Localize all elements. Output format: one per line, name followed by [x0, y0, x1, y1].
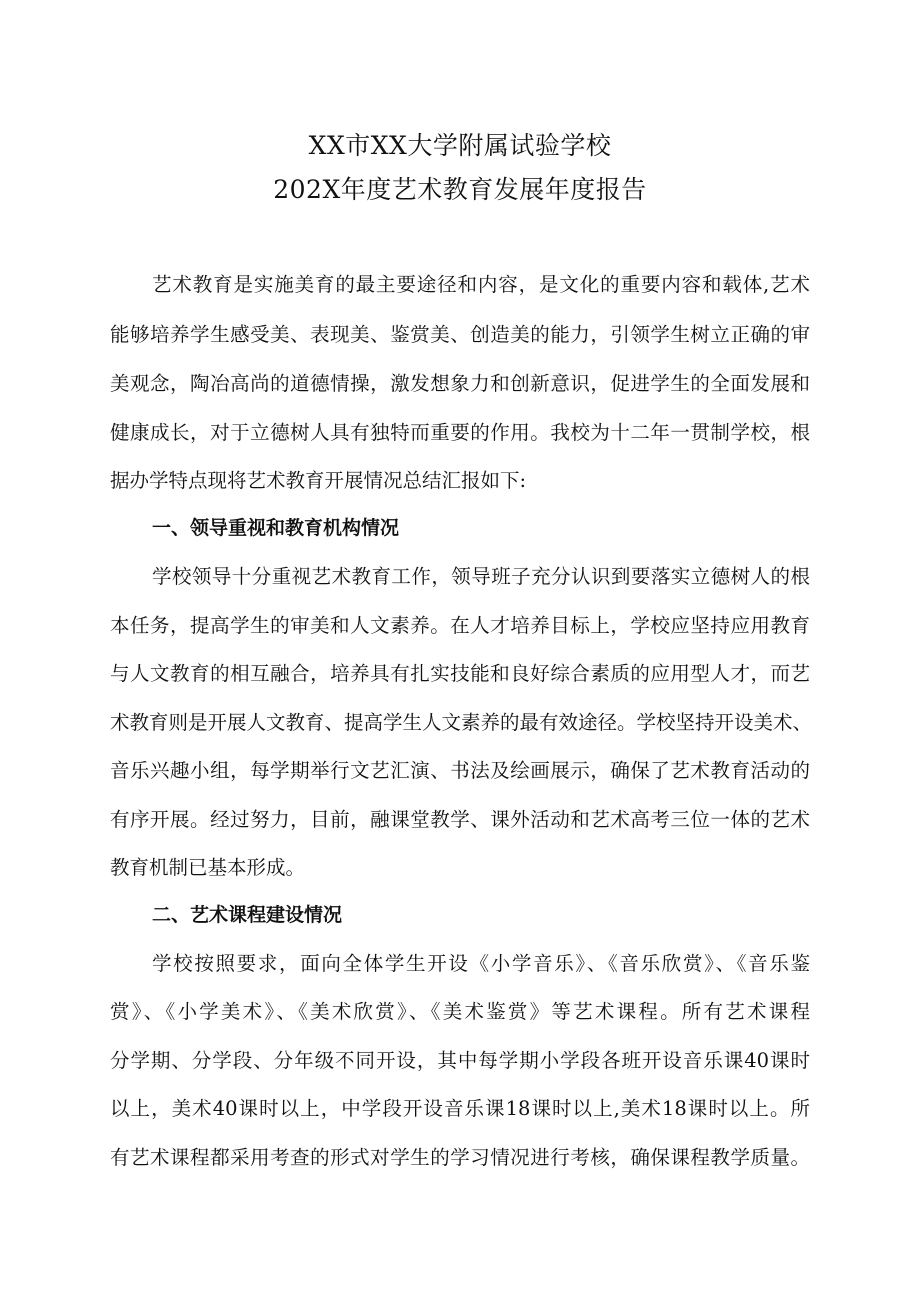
section-1-heading: 一、领导重视和教育机构情况: [152, 517, 400, 539]
section-2-line: 有艺术课程都采用考查的形式对学生的学习情况进行考核，确保课程教学质量。: [110, 1146, 810, 1169]
section-1-line: 有序开展。经过努力，目前，融课堂教学、课外活动和艺术高考三位一体的艺术: [110, 808, 810, 831]
intro-line: 艺术教育是实施美育的最主要途径和内容，是文化的重要内容和载体,艺术: [152, 273, 810, 296]
section-2-line: 以上，美术40课时以上，中学段开设音乐课18课时以上,美术18课时以上。所: [110, 1097, 810, 1120]
section-2-line: 学校按照要求，面向全体学生开设《小学音乐》、《音乐欣赏》、《音乐鉴: [152, 952, 810, 975]
section-2-heading: 二、艺术课程建设情况: [152, 904, 343, 926]
section-1-line: 与人文教育的相互融合，培养具有扎实技能和良好综合素质的应用型人才，而艺: [110, 662, 810, 685]
section-1-line: 音乐兴趣小组，每学期举行文艺汇演、书法及绘画展示，确保了艺术教育活动的: [110, 759, 810, 782]
section-1-line: 教育机制已基本形成。: [110, 856, 306, 879]
intro-line: 美观念，陶冶高尚的道德情操，激发想象力和创新意识，促进学生的全面发展和: [110, 372, 810, 395]
section-1-line: 术教育则是开展人文教育、提高学生人文素养的最有效途径。学校坚持开设美术、: [110, 711, 813, 734]
intro-line: 据办学特点现将艺术教育开展情况总结汇报如下:: [110, 469, 527, 492]
section-2-line: 分学期、分学段、分年级不同开设，其中每学期小学段各班开设音乐课40课时: [110, 1049, 810, 1072]
section-2-line: 赏》、《小学美术》、《美术欣赏》、《美术鉴赏》等艺术课程。所有艺术课程: [110, 1000, 810, 1023]
section-1-line: 本任务，提高学生的审美和人文素养。在人才培养目标上，学校应坚持应用教育: [110, 614, 810, 637]
section-1-line: 学校领导十分重视艺术教育工作，领导班子充分认识到要落实立德树人的根: [152, 565, 810, 588]
intro-line: 能够培养学生感受美、表现美、鉴赏美、创造美的能力，引领学生树立正确的审: [110, 323, 810, 346]
report-title-line-1: XX市XX大学附属试验学校: [308, 131, 612, 160]
report-title-line-2: 202X年度艺术教育发展年度报告: [273, 175, 647, 204]
intro-line: 健康成长，对于立德树人具有独特而重要的作用。我校为十二年一贯制学校，根: [110, 421, 810, 444]
